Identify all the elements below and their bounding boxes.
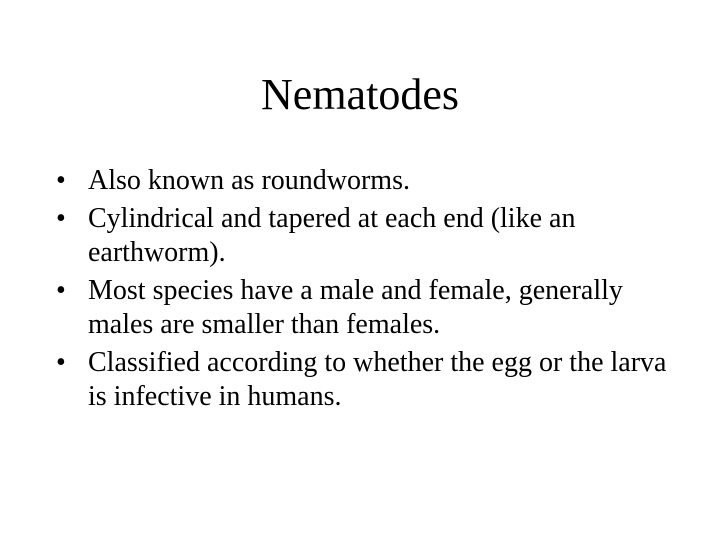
bullet-text: Most species have a male and female, generally males are smaller than females. <box>88 275 623 340</box>
bullet-text: Also known as roundworms. <box>88 165 410 196</box>
bullet-list <box>56 164 676 418</box>
bullet-item <box>56 346 676 414</box>
bullet-text: Classified according to whether the egg or the larva is infective in humans. <box>88 347 667 412</box>
bullet-item <box>56 164 676 198</box>
bullet-item <box>56 202 676 270</box>
bullet-text: Cylindrical and tapered at each end (like an earthworm). <box>88 203 576 268</box>
bullet-icon: • <box>56 203 66 234</box>
bullet-icon: • <box>56 347 66 378</box>
slide-title: Nematodes <box>261 70 459 119</box>
bullet-icon: • <box>56 275 66 306</box>
bullet-icon: • <box>56 165 66 196</box>
bullet-item <box>56 274 676 342</box>
